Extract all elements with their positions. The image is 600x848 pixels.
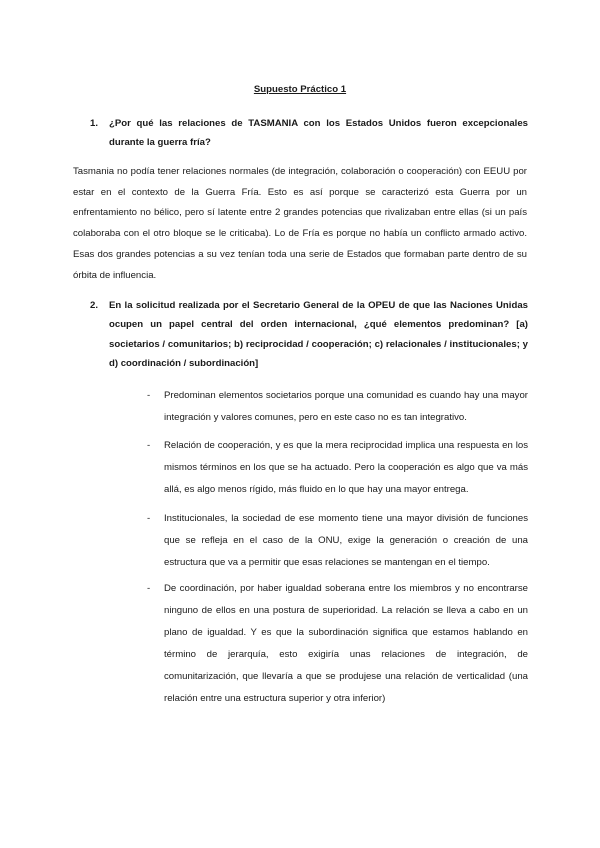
bullet-marker: - xyxy=(147,440,151,451)
bullet-marker: - xyxy=(147,390,151,401)
question-2-text: En la solicitud realizada por el Secretario General de la OPEU de que las Naciones Unidas ocupen un papel central del orden internacional, ¿qué elementos predominan? [a) societarios / comunitarios; b) reciprocidad / cooperación; c) relacionales / institucionales; y d) coordinación / subordinación] xyxy=(109,300,528,369)
question-2-number: 2. xyxy=(90,300,99,311)
bullet-text: De coordinación, por haber igualdad soberana entre los miembros y no encontrarse ninguno de ellos en una postura de superioridad. La relación se lleva a cabo en un plano de igualdad. Y es que la subordinación significa que estamos hablando en término de jerarquía, esto exigiría unas relaciones de integración, de comunitarización, que llevaría a que se produjese una relación de verticalidad (una relación entre una estructura superior y otra inferior) xyxy=(164,583,528,704)
bullet-marker: - xyxy=(147,583,151,594)
bullet-text: Institucionales, la sociedad de ese momento tiene una mayor división de funciones que se refleja en el caso de la ONU, exige la generación o creación de una estructura que va a permitir que esas relaciones se mantengan en el tiempo. xyxy=(164,513,528,568)
document-title: Supuesto Práctico 1 xyxy=(253,84,347,95)
answer-1-paragraph: Tasmania no podía tener relaciones normales (de integración, colaboración o cooperación) con EEUU por estar en el contexto de la Guerra Fría. Esto es así porque se caracterizó esta Guerra por un enfrentamiento no bélico, pero sí latente entre 2 grandes potencias que rivalizaban entre ellas (si un país colaboraba con el otro bloque se le criticaba). Lo de Fría es porque no había un conflicto armado activo. Esas dos grandes potencias a su vez tenían toda una serie de Estados que formaban parte dentro de su órbita de influencia. xyxy=(73,166,527,281)
bullet-text: Predominan elementos societarios porque una comunidad es cuando hay una mayor integración y valores comunes, pero en este caso no es tan integrativo. xyxy=(164,390,528,423)
bullet-text: Relación de cooperación, y es que la mera reciprocidad implica una respuesta en los mismos términos en los que se ha actuado. Pero la cooperación es algo que va más allá, es algo menos rígido, más fluido en lo que hay una mayor entrega. xyxy=(164,440,528,495)
question-1-number: 1. xyxy=(90,118,99,129)
bullet-marker: - xyxy=(147,513,151,524)
question-1-text: ¿Por qué las relaciones de TASMANIA con los Estados Unidos fueron excepcionales durante la guerra fría? xyxy=(109,118,528,149)
